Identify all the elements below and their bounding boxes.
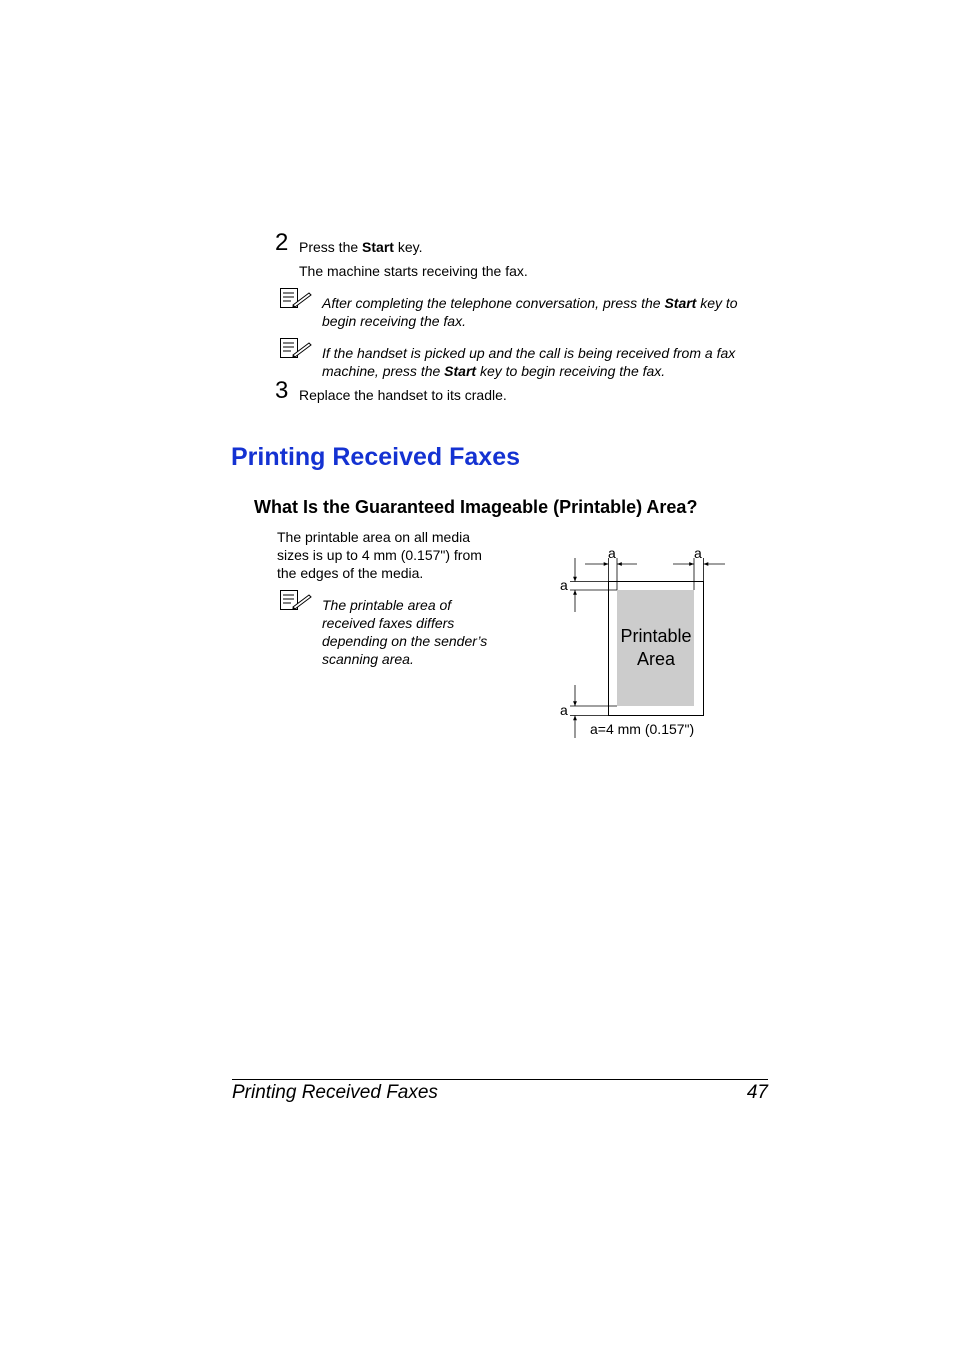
dimension-label: a	[694, 545, 702, 561]
step-text: Replace the handset to its cradle.	[299, 387, 507, 403]
note-pencil-icon	[279, 589, 313, 611]
printable-area-diagram	[555, 540, 735, 745]
step-number: 2	[275, 229, 289, 256]
section-subtitle: What Is the Guaranteed Imageable (Printable) Area?	[254, 497, 698, 517]
intro-paragraph: The printable area on all media sizes is up to 4 mm (0.157") from the edges of the media.	[277, 529, 482, 581]
section-title: Printing Received Faxes	[231, 443, 521, 471]
diagram-caption: a=4 mm (0.157")	[590, 721, 695, 737]
step-text: Press the Start key.	[299, 239, 423, 255]
printable-area-label: Printable Area	[620, 626, 692, 669]
step-detail: The machine starts receiving the fax.	[299, 263, 528, 279]
note-pencil-icon	[279, 287, 313, 309]
dimension-label: a	[560, 702, 568, 718]
page-number: 47	[746, 1082, 768, 1103]
footer-title: Printing Received Faxes	[232, 1082, 438, 1103]
step-number: 3	[275, 377, 289, 404]
note-pencil-icon	[279, 337, 313, 359]
start-key-label: Start	[362, 239, 394, 255]
footer-rule	[232, 1079, 768, 1080]
dimension-label: a	[608, 545, 616, 561]
note-text: If the handset is picked up and the call is being received from a fax machine, press the Start key to begin receiving the fax.	[322, 345, 736, 379]
note-text: After completing the telephone conversation, press the Start key to begin receiving the fax.	[322, 295, 738, 329]
dimension-label: a	[560, 577, 568, 593]
note-text: The printable area of received faxes differs depending on the sender’s scanning area.	[322, 597, 488, 667]
